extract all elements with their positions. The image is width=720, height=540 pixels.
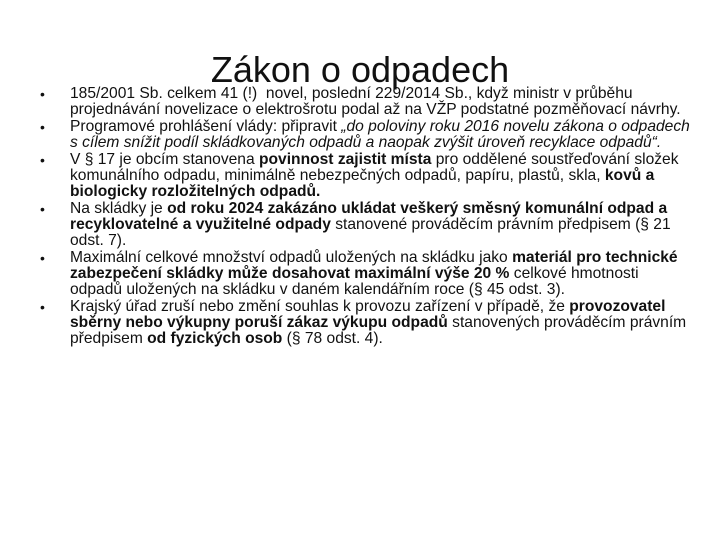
text-segment: (§ 78 odst. 4). [282,330,383,347]
bullet-item [40,250,690,298]
bold-emphasis: od fyzických osob [147,330,283,347]
bullet-item [40,118,695,151]
text-segment: V § 17 je obcím stanovena [70,151,259,168]
bullet-dot-icon: • [40,250,45,266]
text-segment: stanovených prováděcím právním předpisem [70,314,691,347]
bullet-dot-icon: • [40,119,45,135]
text-segment: 185/2001 Sb. celkem 41 (!) novel, poslední 229/2014 Sb., když ministr v průběhu projednávání novelizace o elektrošrotu podal až na VŽP podstatné pozměňovací návrhy. [70,85,681,118]
text-segment: stanovené prováděcím právním předpisem (§ 21 odst. 7). [70,216,675,249]
bold-emphasis: provozovatel sběrny nebo výkupny poruší zákaz výkupu odpadů [70,298,670,331]
bullet-text [70,298,691,347]
bold-emphasis: materiál pro technické zabezpečení skládky může dosahovat maximální výše 20 % [70,249,682,282]
bullet-dot-icon: • [40,201,45,217]
bullet-dot-icon: • [40,299,45,315]
bullet-text [70,200,675,249]
bold-emphasis: od roku 2024 zakázáno ukládat veškerý směsný komunální odpad a recyklovatelné a využitelné odpady [70,200,672,233]
bullet-item [40,201,690,249]
text-segment: Na skládky je [70,200,168,217]
text-segment: Programové prohlášení vlády: připravit [70,118,342,135]
bold-emphasis: kovů a biologicky rozložitelných odpadů. [70,167,659,200]
text-segment: Krajský úřad zruší nebo změní souhlas k provozu zařízení v případě, že [70,298,570,315]
bullet-dot-icon: • [40,86,45,102]
bold-emphasis: povinnost zajistit místa [258,151,432,168]
bullet-item [40,299,690,347]
bullet-item [40,86,690,118]
bullet-list [40,85,695,348]
text-segment: Maximální celkové množství odpadů uložených na skládku jako [70,249,513,266]
text-segment: pro oddělené soustřeďování složek komunálního odpadu, minimálně nebezpečných odpadů, papíru, plastů, skla, [70,151,683,184]
slide-title: Zákon o odpadech [210,49,510,91]
bullet-text [70,151,683,200]
text-segment: celkové hmotnosti odpadů uložených na skládku v daném kalendářním roce (§ 45 odst. 3). [70,265,643,298]
bullet-text [70,249,682,298]
bullet-text [70,85,681,118]
italic-quote: „do poloviny roku 2016 novelu zákona o odpadech s cílem snížit podíl skládkovaných odpadů a naopak zvýšit úroveň recyklace odpadů“. [70,118,695,151]
bullet-text [70,118,694,151]
bullet-item [40,152,690,200]
bullet-dot-icon: • [40,152,45,168]
